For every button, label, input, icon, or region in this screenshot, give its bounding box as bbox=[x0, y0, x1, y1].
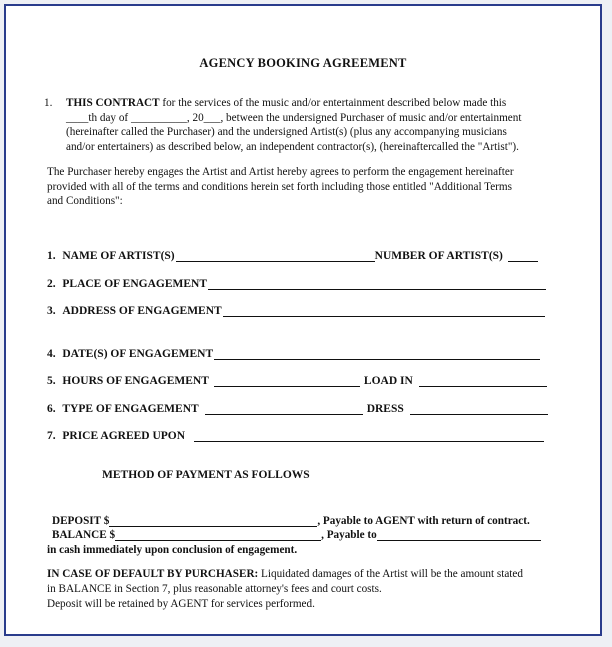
default-line-2: in BALANCE in Section 7, plus reasonable attorney's fees and court costs. bbox=[47, 583, 382, 595]
artist-name-blank[interactable] bbox=[176, 249, 375, 262]
default-line-1 bbox=[47, 568, 523, 580]
page-title: AGENCY BOOKING AGREEMENT bbox=[199, 56, 407, 70]
field-6-label: TYPE OF ENGAGEMENT bbox=[62, 403, 199, 415]
engagement-line-2: provided with all of the terms and conditions herein set forth including those entitled "Additional Terms bbox=[47, 180, 512, 193]
default-line-3: Deposit will be retained by AGENT for services performed. bbox=[47, 598, 315, 610]
field-2-label: PLACE OF ENGAGEMENT bbox=[62, 278, 207, 290]
payment-heading: METHOD OF PAYMENT AS FOLLOWS bbox=[102, 469, 310, 481]
default-text-a: Liquidated damages of the Artist will be the amount stated bbox=[258, 568, 523, 580]
field-6-label-2: DRESS bbox=[366, 403, 404, 415]
field-1-label-2: NUMBER OF ARTIST(S) bbox=[374, 250, 503, 262]
field-3-number: 3. bbox=[47, 305, 56, 317]
engagement-paragraph bbox=[47, 165, 567, 209]
field-6-number: 6. bbox=[47, 403, 56, 415]
type-blank[interactable] bbox=[205, 402, 363, 415]
field-4-number: 4. bbox=[47, 348, 56, 360]
deposit-line bbox=[52, 512, 530, 527]
clause-1-text-a: for the services of the music and/or entertainment described below made this bbox=[159, 97, 507, 109]
dress-blank[interactable] bbox=[410, 402, 548, 415]
artist-count-blank[interactable] bbox=[508, 249, 538, 262]
field-hours-of-engagement bbox=[47, 371, 547, 387]
field-5-number: 5. bbox=[47, 375, 56, 387]
balance-label: BALANCE $ bbox=[52, 529, 116, 541]
engagement-line-1: The Purchaser hereby engages the Artist and Artist hereby agrees to perform the engagement hereinafter bbox=[47, 166, 514, 178]
field-name-of-artist bbox=[47, 246, 538, 262]
field-1-number: 1. bbox=[47, 250, 56, 262]
field-4-label: DATE(S) OF ENGAGEMENT bbox=[62, 348, 214, 360]
deposit-suffix: , Payable to AGENT with return of contract. bbox=[317, 515, 530, 527]
load-in-blank[interactable] bbox=[419, 374, 547, 387]
payable-to-blank[interactable] bbox=[377, 529, 541, 541]
clause-1-text-c: (hereinafter called the Purchaser) and the undersigned Artist(s) (plus any accompanying musicians bbox=[66, 126, 507, 139]
field-dates-of-engagement bbox=[47, 344, 540, 360]
clause-1-number: 1. bbox=[44, 97, 53, 109]
field-7-label: PRICE AGREED UPON bbox=[62, 430, 186, 442]
balance-blank[interactable] bbox=[115, 529, 321, 541]
clause-1-text-b: ____th day of __________, 20___, between the undersigned Purchaser of music and/or entertainment bbox=[66, 111, 522, 124]
place-blank[interactable] bbox=[208, 277, 546, 290]
clause-1-text-d: and/or entertainers) as described below, an independent contractor(s), (hereinaftercalled the "Artist"). bbox=[66, 140, 519, 153]
field-5-label: HOURS OF ENGAGEMENT bbox=[62, 375, 209, 387]
price-blank[interactable] bbox=[194, 429, 544, 442]
field-price-agreed-upon bbox=[47, 426, 544, 442]
dates-blank[interactable] bbox=[214, 347, 540, 360]
address-blank[interactable] bbox=[223, 304, 545, 317]
field-5-label-2: LOAD IN bbox=[363, 375, 413, 387]
default-lead: IN CASE OF DEFAULT BY PURCHASER: bbox=[47, 568, 259, 580]
hours-blank[interactable] bbox=[214, 374, 360, 387]
field-1-label: NAME OF ARTIST(S) bbox=[62, 250, 175, 262]
field-type-of-engagement bbox=[47, 399, 548, 415]
cash-line bbox=[47, 541, 297, 556]
field-2-number: 2. bbox=[47, 278, 56, 290]
balance-suffix: , Payable to bbox=[321, 529, 377, 541]
clause-1-lead: THIS CONTRACT bbox=[66, 97, 160, 109]
document-page bbox=[4, 4, 602, 636]
field-address-of-engagement bbox=[47, 301, 545, 317]
deposit-label: DEPOSIT $ bbox=[52, 515, 110, 527]
field-7-number: 7. bbox=[47, 430, 56, 442]
field-3-label: ADDRESS OF ENGAGEMENT bbox=[62, 305, 222, 317]
engagement-line-3: and Conditions": bbox=[47, 195, 123, 208]
cash-line-text: in cash immediately upon conclusion of engagement. bbox=[47, 544, 298, 556]
clause-1 bbox=[44, 96, 564, 154]
balance-line bbox=[52, 526, 541, 541]
field-place-of-engagement bbox=[47, 274, 546, 290]
